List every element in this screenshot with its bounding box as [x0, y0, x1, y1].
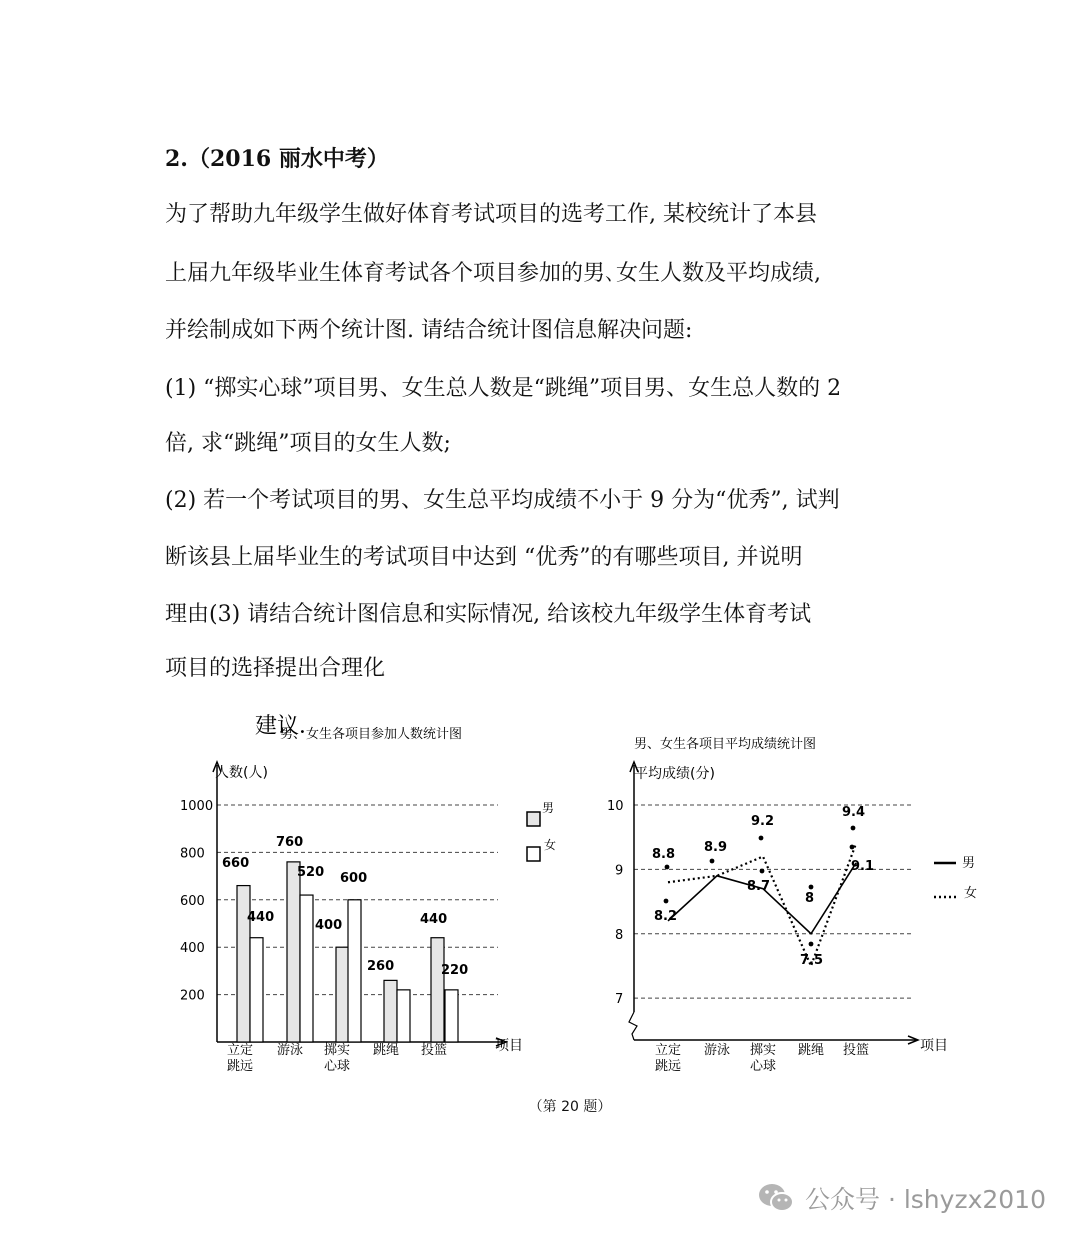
bar-category-label: 心球 [323, 1059, 351, 1074]
bar-category-label: 跳远 [226, 1059, 254, 1074]
bar-data-label: 760 [276, 835, 304, 850]
bar-x-axis-label: 项目 [495, 1038, 523, 1054]
line-category-label: 游泳 [703, 1043, 731, 1058]
line-data-label: 8.2 [654, 909, 678, 924]
line-point-marker [664, 899, 669, 904]
line-point-marker [809, 885, 814, 890]
question-3-line-1: 理由(3) 请结合统计图信息和实际情况, 给该校九年级学生体育考试 [165, 602, 812, 627]
bar-category-label: 游泳 [276, 1043, 304, 1058]
line-point-marker [851, 826, 856, 831]
problem-text-line-1: 为了帮助九年级学生做好体育考试项目的选考工作, 某校统计了本县 [165, 202, 817, 227]
problem-text-line-3: 并绘制成如下两个统计图. 请结合统计图信息解决问题: [165, 318, 693, 343]
bar-category-label: 掷实 [323, 1043, 351, 1058]
question-3-continuation: 建议． [255, 714, 322, 739]
line-category-label: 跳远 [654, 1059, 682, 1074]
line-category-label: 心球 [749, 1059, 777, 1074]
bar-data-label: 520 [297, 865, 325, 880]
line-y-axis-break [629, 1012, 637, 1040]
bar-data-label: 660 [222, 856, 250, 871]
line-data-label: 9.1 [851, 859, 875, 874]
line-point-marker [809, 942, 814, 947]
question-2-line-1: (2) 若一个考试项目的男、女生总平均成绩不小于 9 分为“优秀”, 试判 [165, 488, 840, 513]
bar-legend-male-swatch [527, 812, 540, 826]
line-data-label: 8.7 [747, 879, 771, 894]
line-y-axis-label: 平均成绩(分) [634, 766, 715, 782]
line-point-marker [710, 859, 715, 864]
bar-male-2 [287, 862, 300, 1042]
line-category-label: 跳绳 [797, 1043, 825, 1058]
line-series-female [668, 844, 856, 966]
line-y-tick-label: 7 [615, 992, 624, 1008]
bar-female-2 [300, 895, 313, 1042]
bar-y-tick-label: 400 [180, 941, 205, 957]
line-point-marker [665, 865, 670, 870]
figure-area [0, 700, 1080, 1130]
bar-category-label: 跳绳 [372, 1043, 400, 1058]
bar-male-5 [431, 938, 444, 1042]
line-y-tick-label: 8 [615, 927, 624, 943]
problem-title: 2.（2016 丽水中考） [165, 146, 389, 172]
question-2-line-2: 断该县上届毕业生的考试项目中达到 “优秀”的有哪些项目, 并说明 [165, 545, 803, 570]
footer-text: 公众号 · lshyzx2010 [805, 1185, 1046, 1214]
bar-legend-female-swatch [527, 847, 540, 861]
bar-legend-female-label: 女 [544, 838, 557, 852]
bar-female-1 [250, 938, 263, 1042]
bar-category-label: 立定 [226, 1043, 254, 1058]
line-category-label: 掷实 [749, 1043, 777, 1058]
line-chart-title: 男、女生各项目平均成绩统计图 [634, 737, 817, 752]
problem-text-line-2: 上届九年级毕业生体育考试各个项目参加的男､女生人数及平均成绩, [165, 261, 821, 286]
line-data-label: 8.8 [652, 847, 676, 862]
bar-female-4 [397, 990, 410, 1042]
bar-y-tick-label: 800 [180, 846, 205, 862]
line-data-label: 7.5 [800, 953, 824, 968]
bar-y-axis-label: 人数(人) [215, 765, 268, 781]
bar-male-3 [336, 947, 349, 1042]
line-x-axis-label: 项目 [920, 1038, 948, 1054]
line-series-male [668, 863, 856, 934]
wechat-icon [757, 1182, 795, 1214]
line-legend-male-label: 男 [962, 856, 976, 871]
question-1-line-2: 倍, 求“跳绳”项目的女生人数; [165, 431, 451, 456]
line-data-label: 9.2 [751, 814, 775, 829]
question-3-line-2: 项目的选择提出合理化 [165, 656, 386, 681]
figure-caption: （第 20 题） [528, 1099, 612, 1115]
line-data-label: 8 [805, 891, 815, 906]
bar-data-label: 600 [340, 871, 368, 886]
footer-watermark [757, 1180, 1046, 1216]
bar-data-label: 400 [315, 918, 343, 933]
line-point-marker [759, 836, 764, 841]
bar-data-label: 220 [441, 963, 469, 978]
bar-category-label: 投篮 [420, 1043, 448, 1058]
line-y-tick-label: 10 [607, 799, 624, 814]
line-point-marker [760, 869, 765, 874]
line-data-label: 8.9 [704, 840, 728, 855]
figure-charts [0, 700, 1080, 1130]
bar-legend-male-label: 男 [542, 801, 555, 815]
bar-y-tick-label: 1000 [180, 799, 214, 814]
bar-data-label: 260 [367, 959, 395, 974]
line-category-label: 立定 [654, 1043, 682, 1058]
line-legend-female-label: 女 [964, 886, 978, 901]
bar-female-5 [445, 990, 458, 1042]
bar-data-label: 440 [247, 910, 275, 925]
bar-data-label: 440 [420, 912, 448, 927]
bar-y-tick-label: 600 [180, 893, 205, 909]
bar-male-4 [384, 980, 397, 1042]
line-data-label: 9.4 [842, 805, 866, 820]
bar-female-3 [348, 900, 361, 1042]
bar-y-tick-label: 200 [180, 988, 205, 1004]
question-1-line-1: (1) “掷实心球”项目男、女生总人数是“跳绳”项目男、女生总人数的 2 [165, 376, 842, 401]
line-point-marker [850, 845, 855, 850]
bar-chart-title: 男、女生各项目参加人数统计图 [280, 727, 463, 742]
line-category-label: 投篮 [842, 1043, 870, 1058]
line-y-tick-label: 9 [615, 863, 624, 879]
